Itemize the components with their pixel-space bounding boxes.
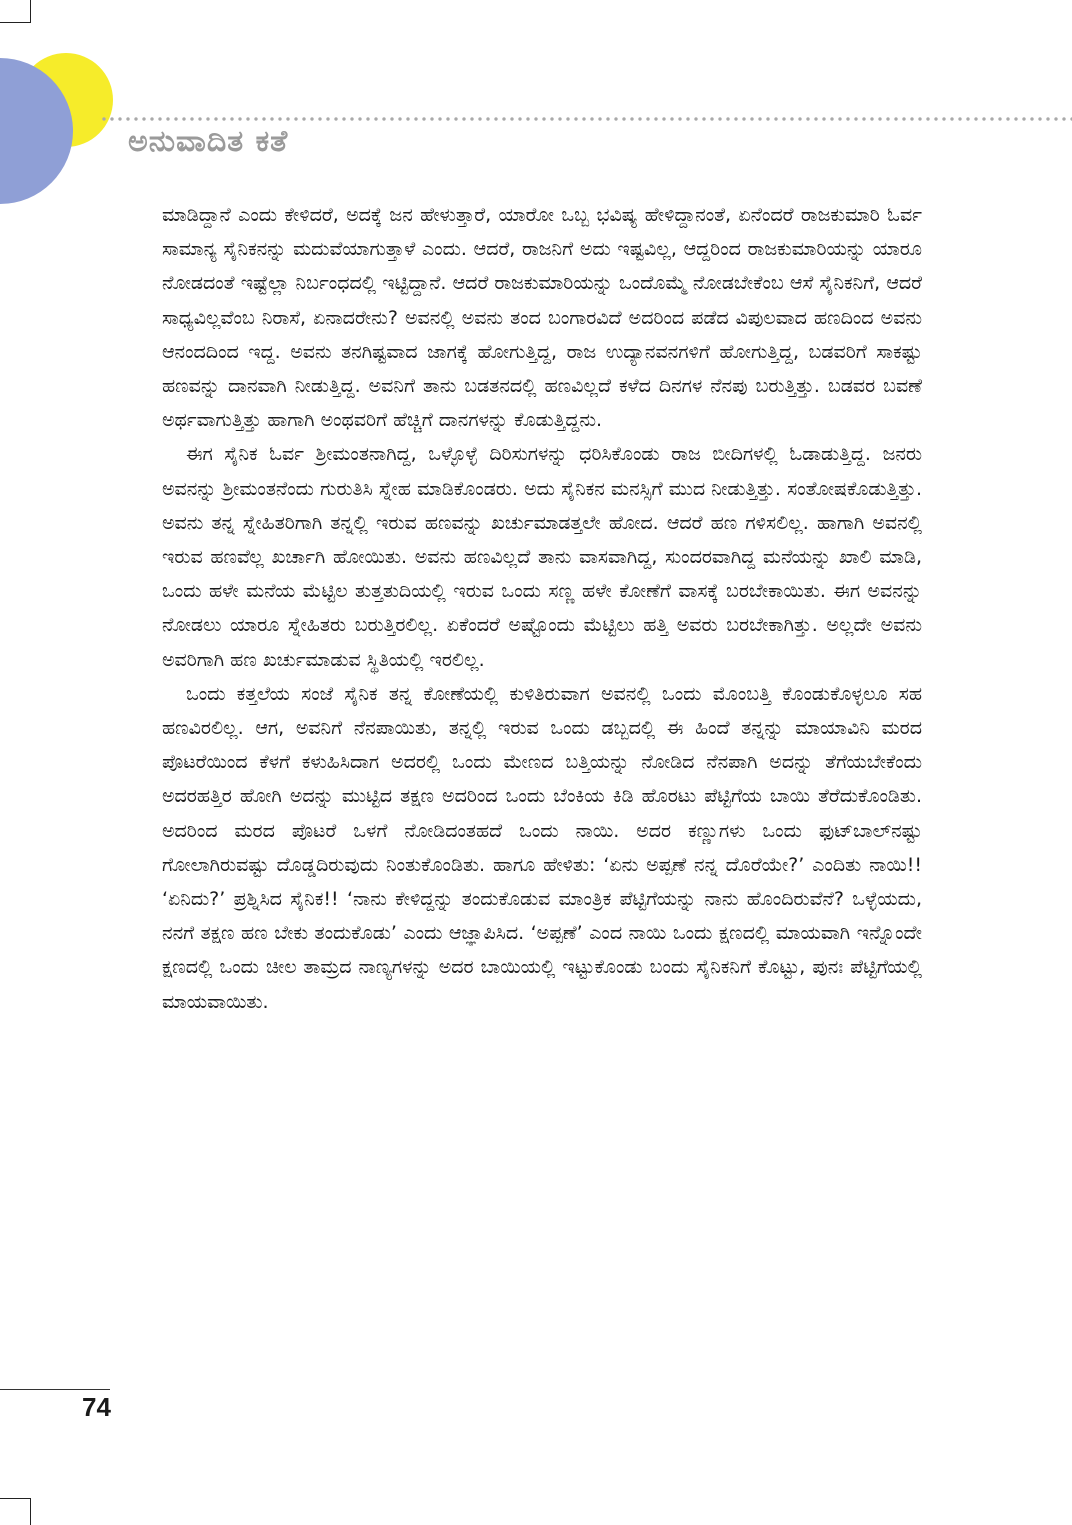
page-number: 74 — [82, 1392, 111, 1422]
paragraph: ಒಂದು ಕತ್ತಲೆಯ ಸಂಜೆ ಸೈನಿಕ ತನ್ನ ಕೋಣೆಯಲ್ಲಿ ಕುಳಿತಿರುವಾಗ ಅವನಲ್ಲಿ ಒಂದು ಮೊಂಬತ್ತಿ ಕೊಂಡುಕೊಳ್ಳಲೂ ಸಹ ಹಣವಿರಲಿಲ್ಲ. ಆಗ, ಅವನಿಗೆ ನೆನಪಾಯಿತು, ತನ್ನಲ್ಲಿ ಇರುವ ಒಂದು ಡಬ್ಬದಲ್ಲಿ ಈ ಹಿಂದೆ ತನ್ನನ್ನು ಮಾಯಾವಿನಿ ಮರದ ಪೊಟರೆಯಿಂದ ಕೆಳಗೆ ಕಳುಹಿಸಿದಾಗ ಅದರಲ್ಲಿ ಒಂದು ಮೇಣದ ಬತ್ತಿಯನ್ನು ನೋಡಿದ ನೆನಪಾಗಿ ಅದನ್ನು ತೆಗೆಯಬೇಕೆಂದು ಅದರಹತ್ತಿರ ಹೋಗಿ ಅದನ್ನು ಮುಟ್ಟಿದ ತಕ್ಷಣ ಅದರಿಂದ ಒಂದು ಬೆಂಕಿಯ ಕಿಡಿ ಹೊರಟು ಪೆಟ್ಟಿಗೆಯ ಬಾಯಿ ತೆರೆದುಕೊಂಡಿತು. ಅದರಿಂದ ಮರದ ಪೊಟರೆ ಒಳಗೆ ನೋಡಿದಂತಹದೆ ಒಂದು ನಾಯಿ. ಅದರ ಕಣ್ಣುಗಳು ಒಂದು ಫುಟ್‌ಬಾಲ್‌ನಷ್ಟು ಗೋಲಾಗಿರುವಷ್ಟು ದೊಡ್ಡದಿರುವುದು ನಿಂತುಕೊಂಡಿತು. ಹಾಗೂ ಹೇಳಿತು: ‘ಏನು ಅಪ್ಪಣೆ ನನ್ನ ದೊರೆಯೇ?’ ಎಂದಿತು ನಾಯಿ!! ‘ಏನಿದು?’ ಪ್ರಶ್ನಿಸಿದ ಸೈನಿಕ!! ‘ನಾನು ಕೇಳಿದ್ದನ್ನು ತಂದುಕೊಡುವ ಮಾಂತ್ರಿಕ ಪೆಟ್ಟಿಗೆಯನ್ನು ನಾನು ಹೊಂದಿರುವೆನೆ? ಒಳ್ಳೆಯದು, ನನಗೆ ತಕ್ಷಣ ಹಣ ಬೇಕು ತಂದುಕೊಡು’ ಎಂದು ಆಜ್ಞಾಪಿಸಿದ. ‘ಅಪ್ಪಣೆ’ ಎಂದ ನಾಯಿ ಒಂದು ಕ್ಷಣದಲ್ಲಿ ಮಾಯವಾಗಿ ಇನ್ನೊಂದೇ ಕ್ಷಣದಲ್ಲಿ ಒಂದು ಚೀಲ ತಾಮ್ರದ ನಾಣ್ಯಗಳನ್ನು ಅದರ ಬಾಯಿಯಲ್ಲಿ ಇಟ್ಟುಕೊಂಡು ಬಂದು ಸೈನಿಕನಿಗೆ ಕೊಟ್ಟು, ಪುನಃ ಪೆಟ್ಟಿಗೆಯಲ್ಲಿ ಮಾಯವಾಯಿತು. — [162, 682, 922, 1013]
paragraph: ಮಾಡಿದ್ದಾನೆ ಎಂದು ಕೇಳಿದರೆ, ಅದಕ್ಕೆ ಜನ ಹೇಳುತ್ತಾರೆ, ಯಾರೋ ಒಬ್ಬ ಭವಿಷ್ಯ ಹೇಳಿದ್ದಾನಂತೆ, ಏನೆಂದರೆ ರಾಜಕುಮಾರಿ ಓರ್ವ ಸಾಮಾನ್ಯ ಸೈನಿಕನನ್ನು ಮದುವೆಯಾಗುತ್ತಾಳೆ ಎಂದು. ಆದರೆ, ರಾಜನಿಗೆ ಅದು ಇಷ್ಟವಿಲ್ಲ, ಆದ್ದರಿಂದ ರಾಜಕುಮಾರಿಯನ್ನು ಯಾರೂ ನೋಡದಂತೆ ಇಷ್ಟೆಲ್ಲಾ ನಿರ್ಬಂಧದಲ್ಲಿ ಇಟ್ಟಿದ್ದಾನೆ. ಆದರೆ ರಾಜಕುಮಾರಿಯನ್ನು ಒಂದೊಮ್ಮೆ ನೋಡಬೇಕೆಂಬ ಆಸೆ ಸೈನಿಕನಿಗೆ, ಆದರೆ ಸಾಧ್ಯವಿಲ್ಲವೆಂಬ ನಿರಾಸೆ, ಏನಾದರೇನು? ಅವನಲ್ಲಿ ಅವನು ತಂದ ಬಂಗಾರವಿದೆ ಅದರಿಂದ ಪಡೆದ ವಿಪುಲವಾದ ಹಣದಿಂದ ಅವನು ಆನಂದದಿಂದ ಇದ್ದ. ಅವನು ತನಗಿಷ್ಟವಾದ ಜಾಗಕ್ಕೆ ಹೋಗುತ್ತಿದ್ದ, ರಾಜ ಉದ್ಯಾನವನಗಳಿಗೆ ಹೋಗುತ್ತಿದ್ದ, ಬಡವರಿಗೆ ಸಾಕಷ್ಟು ಹಣವನ್ನು ದಾನವಾಗಿ ನೀಡುತ್ತಿದ್ದ. ಅವನಿಗೆ ತಾನು ಬಡತನದಲ್ಲಿ ಹಣವಿಲ್ಲದೆ ಕಳೆದ ದಿನಗಳ ನೆನಪು ಬರುತ್ತಿತ್ತು. ಬಡವರ ಬವಣೆ ಅರ್ಥವಾಗುತ್ತಿತ್ತು ಹಾಗಾಗಿ ಅಂಥವರಿಗೆ ಹೆಚ್ಚಿಗೆ ದಾನಗಳನ್ನು ಕೊಡುತ್ತಿದ್ದನು. — [162, 204, 922, 432]
section-title: ಅನುವಾದಿತ ಕತೆ — [128, 124, 289, 159]
paragraph: ಈಗ ಸೈನಿಕ ಓರ್ವ ಶ್ರೀಮಂತನಾಗಿದ್ದ, ಒಳ್ಳೊಳ್ಳೆ ದಿರಿಸುಗಳನ್ನು ಧರಿಸಿಕೊಂಡು ರಾಜ ಬೀದಿಗಳಲ್ಲಿ ಓಡಾಡುತ್ತಿದ್ದ. ಜನರು ಅವನನ್ನು ಶ್ರೀಮಂತನೆಂದು ಗುರುತಿಸಿ ಸ್ನೇಹ ಮಾಡಿಕೊಂಡರು. ಅದು ಸೈನಿಕನ ಮನಸ್ಸಿಗೆ ಮುದ ನೀಡುತ್ತಿತ್ತು. ಸಂತೋಷಕೊಡುತ್ತಿತ್ತು. ಅವನು ತನ್ನ ಸ್ನೇಹಿತರಿಗಾಗಿ ತನ್ನಲ್ಲಿ ಇರುವ ಹಣವನ್ನು ಖರ್ಚುಮಾಡತ್ತಲೇ ಹೋದ. ಆದರೆ ಹಣ ಗಳಿಸಲಿಲ್ಲ. ಹಾಗಾಗಿ ಅವನಲ್ಲಿ ಇರುವ ಹಣವೆಲ್ಲ ಖರ್ಚಾಗಿ ಹೋಯಿತು. ಅವನು ಹಣವಿಲ್ಲದೆ ತಾನು ವಾಸವಾಗಿದ್ದ, ಸುಂದರವಾಗಿದ್ದ ಮನೆಯನ್ನು ಖಾಲಿ ಮಾಡಿ, ಒಂದು ಹಳೇ ಮನೆಯ ಮೆಟ್ಟಿಲ ತುತ್ತತುದಿಯಲ್ಲಿ ಇರುವ ಒಂದು ಸಣ್ಣ ಹಳೇ ಕೋಣೆಗೆ ವಾಸಕ್ಕೆ ಬರಬೇಕಾಯಿತು. ಈಗ ಅವನನ್ನು ನೋಡಲು ಯಾರೂ ಸ್ನೇಹಿತರು ಬರುತ್ತಿರಲಿಲ್ಲ. ಏಕೆಂದರೆ ಅಷ್ಟೊಂದು ಮೆಟ್ಟಿಲು ಹತ್ತಿ ಅವರು ಬರಬೇಕಾಗಿತ್ತು. ಅಲ್ಲದೇ ಅವನು ಅವರಿಗಾಗಿ ಹಣ ಖರ್ಚುಮಾಡುವ ಸ್ಥಿತಿಯಲ್ಲಿ ಇರಲಿಲ್ಲ. — [162, 443, 922, 671]
crop-mark-bottom-horizontal — [0, 1498, 31, 1499]
crop-mark-bottom-vertical — [30, 1498, 31, 1525]
dotted-rule — [100, 116, 1072, 122]
story-body — [162, 198, 922, 1019]
decorative-circles — [0, 0, 150, 220]
footer-rule — [0, 1389, 110, 1390]
